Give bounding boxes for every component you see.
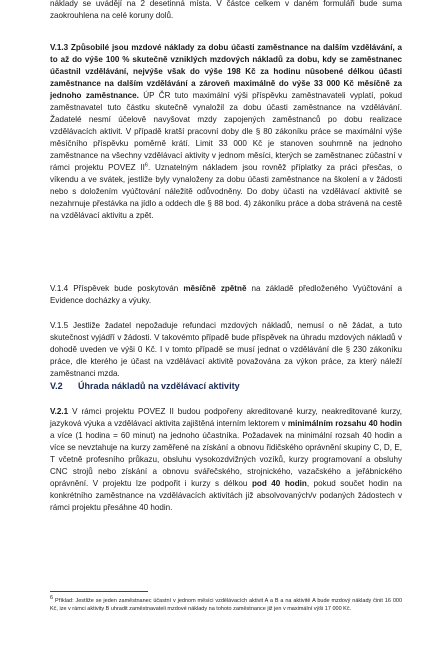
v1-3-text: ÚP ČR tuto maximální výši příspěvku zaměstnavateli vyplatí, pokud zaměstnavatel tuto částku skutečně vynaložil za dobu účasti zaměstnance na vzdělávání. Žadatelé nesmí účelově navyšovat mzdy zapojených zaměstnanců po dobu realizace vzdělávacích aktivit. V případě kratší pracovní doby dle § 80 zákoníku práce se maximální výše měsíčního příspěvku poměrně krátí. Limit 33 000 Kč je stanoven souhrnně na jednoho zaměstnance na všechny vzdělávací aktivity v jednom měsíci, kterých se zaměstnanec zúčastní v rámci projektu POVEZ II — [50, 91, 402, 172]
v2-1-text-end: , pokud součet hodin na konkrétního zaměstnance na vzdělávacích aktivitách již absolvovaných/v podaných žádostech v rámci projektu přesáhne 40 hodin. — [50, 479, 403, 512]
footnote-text: Příklad: Jestliže se jeden zaměstnanec účastní v jednom měsíci vzdělávacích aktivit A a B a na aktivitě A bude mzdový náklady činit 16 000 Kč, ize v rámci aktivity B uhradit zaměstnavateli mzdové náklady na tohoto zaměstnance již jen v maximální výši 17 000 Kč. — [50, 598, 402, 612]
footnote-number: 6 — [50, 595, 54, 602]
intro-paragraph — [50, 0, 402, 22]
v1-3-bold-text: V.1.3 Způsobilé jsou mzdové náklady za dobu účasti zaměstnance na dalším vzdělávání, a to až do výše 100 % skutečně vzniklých mzdových nákladů za dobu, kdy se zaměstnanec účastnil vzdělávání, nejvýše však do výše 198 Kč za hodinu nûsobené délkou účasti zaměstnance na dalším vzdělávání a zároveň maximálně do výše 33 000 Kč měsíčně za jednoho zaměstnance. — [50, 43, 402, 100]
v2-1-text-cont: a více (1 hodina = 60 minut) na jednoho účastníka. Požadavek na minimální rozsah 40 hodin a více se nevztahuje na kurzy zaměřené na získání a obnovu řidičského oprávnění skupiny C, D, E, T včetně profesního průkazu, obsluhu vysokozdvižných vozíků, kurzy programovaní a obsluhy CNC strojů nebo získání a obnovu svářečského, strojnického, vazačského a jeřábnického oprávnění. V projektu lze podpořit i kurzy s délkou — [50, 431, 402, 488]
v2-1-bold-under-40: pod 40 hodin — [251, 479, 307, 488]
v1-4-text: V.1.4 Příspěvek bude poskytován — [50, 284, 184, 293]
v1-3-text-cont: . Uznatelným nákladem jsou rovněž příplatky za práci přesčas, o víkendu a ve svátek, jestliže byly vynaloženy za dobu účasti zaměstnance na školení a v žádosti nebo s doložením vyúčtování náležitě odůvodněny. Do doby účasti na vzdělávací aktivitě se nezahrnuje přestávka na jídlo a oddech dle § 88 bod. 4) zákoníku práce a doba strávená na cestě na vzdělávací aktivitu a zpět. — [50, 163, 402, 220]
section-number: V.2 — [50, 381, 63, 391]
v1-5-text: V.1.5 Jestliže žadatel nepožaduje refundaci mzdových nákladů, nemusí o ně žádat, a tuto skutečnost vyjádří v žádosti. V takovémto případě bude příspěvek na úhradu mzdových nákladů v dohodě uveden ve výši 0 Kč. I v tomto případě se musí jednat o vzdělávání dle § 230 zákoníku práce, dle kterého je účast na vzdělávací aktivitě považována za výkon práce, za který náleží zaměstnanci mzda. — [50, 321, 402, 378]
paragraph-v1-4 — [50, 283, 402, 307]
paragraph-v2-1 — [50, 406, 402, 514]
paragraph-v1-5 — [50, 320, 402, 380]
v1-4-text-cont: na základě předloženého Vyúčtování a Evidence docházky a výuky. — [50, 284, 402, 305]
section-heading-v2 — [50, 380, 402, 392]
footnote-ref[interactable]: 6 — [144, 162, 148, 169]
paragraph-v1-3 — [50, 42, 402, 222]
section-title: Úhrada nákladů na vzdělávací aktivity — [78, 381, 240, 391]
intro-text: náklady se uvádějí na 2 desetinná místa. V částce celkem v daném formuláři bude suma zaokrouhlena na celé koruny dolů. — [50, 0, 402, 20]
footnote-divider — [50, 591, 148, 592]
v2-1-bold-min-hours: minimálním rozsahu 40 hodin — [287, 419, 402, 428]
v1-4-bold: měsíčně zpětně — [183, 284, 247, 293]
footnote — [50, 597, 402, 613]
v2-1-number: V.2.1 — [50, 407, 69, 416]
v2-1-text: V rámci projektu POVEZ II budou podpořeny akreditované kurzy, neakreditované kurzy, jazyková výuka a vzdělávací aktivita zajištěná interním lektorem v — [50, 407, 402, 428]
